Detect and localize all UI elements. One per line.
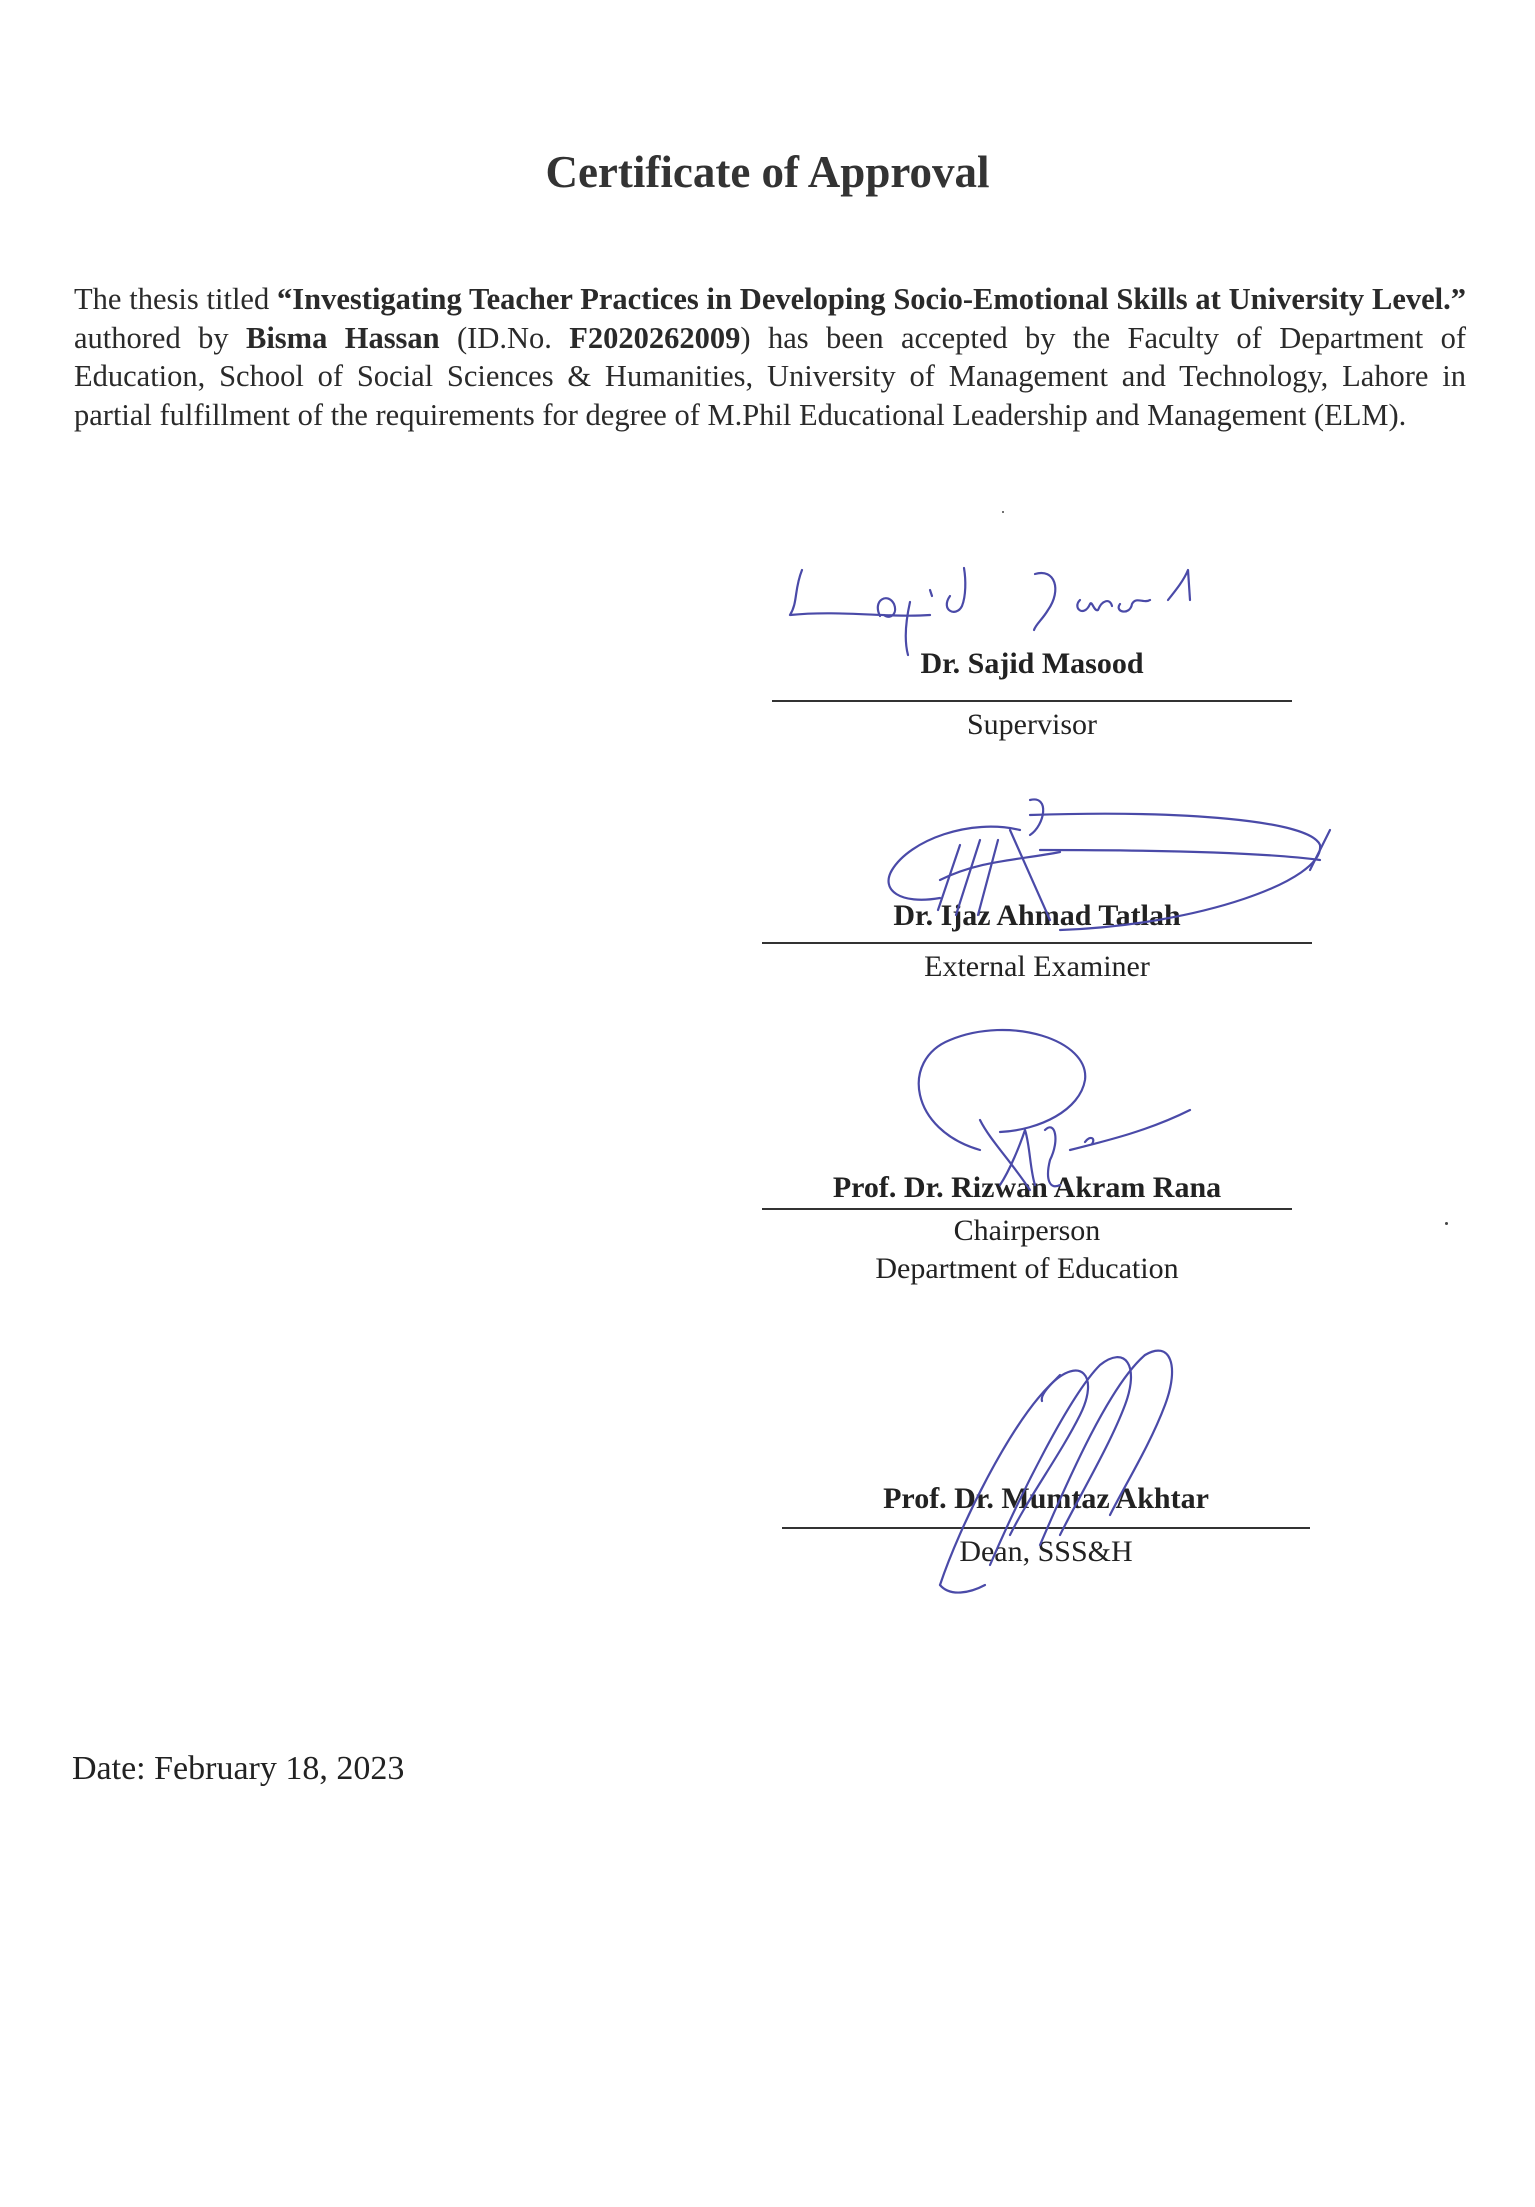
signatory-chairperson bbox=[762, 1170, 1292, 1288]
thesis-title: “Investigating Teacher Practices in Developing Socio-Emotional Skills at University Level.” bbox=[277, 282, 1466, 316]
paragraph-mid-2: (ID.No. bbox=[439, 320, 570, 355]
dean-name: Prof. Dr. Mumtaz Akhtar bbox=[883, 1482, 1209, 1515]
signatory-external-examiner bbox=[762, 898, 1312, 986]
supervisor-name: Dr. Sajid Masood bbox=[920, 647, 1144, 680]
paragraph-mid-1: authored by bbox=[74, 320, 246, 355]
examiner-name: Dr. Ijaz Ahmad Tatlah bbox=[893, 899, 1181, 932]
supervisor-role: Supervisor bbox=[967, 708, 1097, 741]
chairperson-role: Chairperson bbox=[953, 1214, 1101, 1247]
chairperson-name: Prof. Dr. Rizwan Akram Rana bbox=[832, 1171, 1222, 1204]
approval-paragraph bbox=[74, 280, 1466, 434]
signatory-dean bbox=[782, 1481, 1310, 1571]
paragraph-intro: The thesis titled bbox=[74, 282, 278, 316]
signature-line bbox=[782, 1527, 1310, 1529]
examiner-role: External Examiner bbox=[924, 950, 1150, 983]
signature-line bbox=[772, 700, 1292, 702]
scan-speck bbox=[1445, 1222, 1448, 1225]
signature-line bbox=[762, 1208, 1292, 1210]
dean-role: Dean, SSS&H bbox=[959, 1535, 1133, 1568]
author-name: Bisma Hassan bbox=[245, 320, 440, 355]
signature-line bbox=[762, 942, 1312, 944]
certificate-date: Date: February 18, 2023 bbox=[72, 1750, 405, 1787]
paragraph-rest: ) has been accepted by the Faculty of Department of Education, School of Social Sciences & Humanities, University of Management and Technology, Lahore in partial fulfillment of the requirements for degree of M.Phil Educational Leadership and Management (ELM). bbox=[74, 320, 1466, 432]
page-title: Certificate of Approval bbox=[545, 147, 990, 197]
signatory-supervisor bbox=[772, 646, 1292, 744]
student-id: F2020262009 bbox=[569, 320, 741, 355]
scan-speck bbox=[1002, 511, 1004, 513]
chairperson-department: Department of Education bbox=[875, 1252, 1179, 1285]
